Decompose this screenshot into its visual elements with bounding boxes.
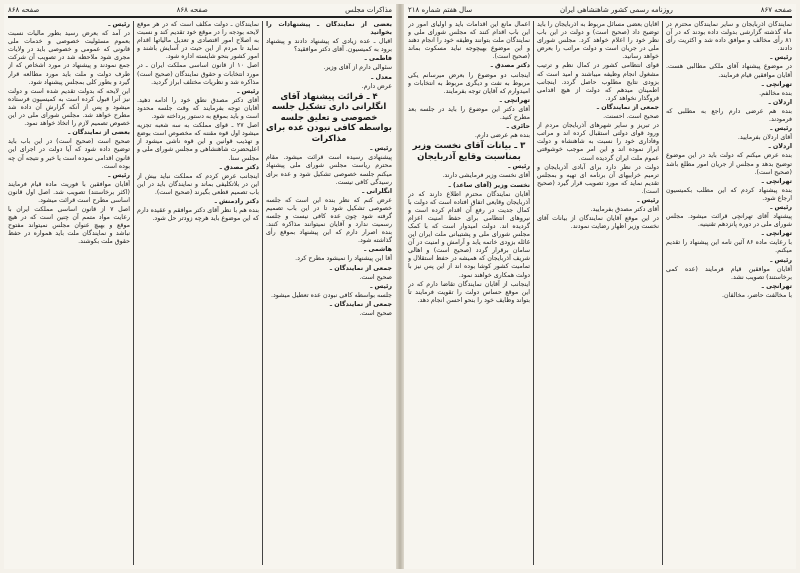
paragraph: آقایان موافقین قیام فرمایند (عده کمی برخاستند) تصویب نشد.	[666, 265, 792, 281]
right-page	[404, 4, 796, 569]
column-rule	[262, 21, 263, 565]
speaker-name: رئیس ـ	[108, 21, 130, 28]
left-header-center: صفحه ۸۶۸	[176, 6, 208, 14]
right-column-3	[408, 21, 530, 565]
paragraph: صحیح است (صحیح است) در این باب باید توضیح داده شود که آیا دولت در اجرای این قانون اقدامی نموده است یا خیر و نتیجه آن چه بوده است.	[8, 138, 130, 170]
paragraph: عرض دارم.	[361, 82, 392, 90]
paragraph: اینجانب عرض کردم که مملکت نباید بیش از این در بلاتکلیفی بماند و نمایندگان باید در این باب تصمیم قطعی بگیرند (صحیح است).	[137, 172, 259, 196]
left-header-left: صفحه ۸۶۸	[8, 6, 40, 14]
speaker-name: دکتر مصدق ـ	[219, 163, 259, 171]
right-header-center: روزنامه رسمی کشور شاهنشاهی ایران	[560, 6, 673, 14]
speaker-name: دکتر رادمنش ـ	[214, 197, 259, 205]
section-heading: ۳ ـ بیانات آقای نخست وزیر بمناسبت وقایع آذربایجان	[412, 141, 526, 162]
speaker-name: رئیس ـ	[370, 145, 392, 153]
paragraph: صحیح است. احسنت.	[603, 113, 659, 121]
paragraph: اینجانب دو موضوع را بعرض میرسانم یکی مربوط به نفت و دیگری مربوط به انتخابات و امیدوارم که آقایان توجه بفرمایند.	[408, 71, 530, 95]
paragraph: آقایان موافقین با فوریت ماده قیام فرمایند (اکثر برخاستند) تصویب شد. اصل اول قانون اساسی مطرح است قرائت میشود.	[8, 180, 130, 204]
speaker-name: رئیس ـ	[770, 125, 792, 133]
paragraph: سئوالی دارم از آقای وزیر.	[323, 64, 392, 72]
paragraph: نمایندگان آذربایجان و سایر نمایندگان محترم در ماه گذشته گزارشی بدولت داده بودند که در آن ۸۱ رأی مخالف و موافق داده شد و اکثریت رأی دادند.	[666, 21, 792, 53]
speaker-name: حائری ـ	[506, 123, 530, 131]
paragraph: با مخالفت حاضر، مخالفان.	[722, 291, 792, 299]
paragraph: آقای دکتر مصدق بفرمایید.	[590, 206, 659, 214]
paragraph: پیشنهاد آقای تهرانچی قرائت میشود. مجلس شورای ملی در دوره پانزدهم تقنینیه.	[666, 213, 792, 229]
speaker-name: هاشمی ـ	[364, 246, 392, 254]
newspaper-spread	[4, 4, 796, 569]
section-heading: ۴ ـ قرائت پیشنهاد آقای انگلرانی داری تشکیل جلسه خصوصی و تعلیق جلسه بواسطه کافی نبودن عده برای مذاکرات	[266, 91, 392, 144]
speaker-name: دکتر مصدق ـ	[490, 62, 530, 70]
paragraph: بنده پیشنهاد کردم که این مطلب بکمیسیون ارجاع شود.	[666, 186, 792, 202]
speaker-name: رئیس ـ	[770, 256, 792, 264]
paragraph: بنده مخالفم.	[759, 89, 792, 97]
speaker-name: رئیس ـ	[237, 87, 259, 95]
speaker-name: تهرانچی ـ	[499, 96, 530, 104]
left-page-header	[8, 4, 392, 18]
speaker-name: اردلان ـ	[768, 98, 792, 106]
speaker-name: فاطمی ـ	[364, 55, 392, 63]
paragraph: با رعایت ماده ۸۶ آئین نامه این پیشنهاد را تقدیم میکنم.	[666, 239, 792, 255]
paragraph: اعمال مانع این اقدامات باید و اولیای امور در این باب اقدام کنند که مجلس شورای ملی و نمایندگان ملت بتوانند وظیفه خود را انجام دهند و این موضوع بهیچوجه نباید مسکوت بماند (صحیح است).	[408, 21, 530, 61]
paragraph: این لایحه که بدولت تقدیم شده است و دولت نیز آنرا قبول کرده است به کمیسیون فرستاده میشود و پس از آنکه گزارش آن داده شد مطرح خواهد شد. مجلس شورای ملی در این خصوص تصمیم لازم را اتخاذ خواهد نمود.	[8, 87, 130, 128]
paragraph: بنده هم با نظر آقای دکتر موافقم و عقیده دارم که این موضوع باید هرچه زودتر حل شود.	[137, 207, 259, 223]
paragraph: اقبال ـ عده زیادی که پیشنهاد دادند و پیشنهاد برود به کمیسیون. آقای دکتر موافقید؟	[266, 38, 392, 54]
paragraph: قوای انتظامی کشور در کمال نظم و ترتیب مشغول انجام وظیفه میباشند و امید است که بزودی نتایج مطلوب حاصل گردد. اینجانب اطمینان میدهم که دولت از هیچ اقدامی فروگذار نخواهد کرد.	[537, 62, 659, 102]
column-rule	[662, 21, 663, 565]
left-column-3	[8, 21, 130, 565]
paragraph: جلسه بواسطه کافی نبودن عده تعطیل میشود.	[271, 291, 392, 299]
right-column-2	[537, 21, 659, 565]
speaker-name: تهرانچی ـ	[761, 80, 792, 88]
paragraph: صحیح است.	[359, 273, 392, 281]
speaker-name: انگلرانی ـ	[362, 187, 392, 195]
right-header-right: صفحه ۸۶۷	[760, 6, 792, 14]
paragraph: آقای اردلان بفرمایید.	[737, 134, 792, 142]
paragraph: صحیح است.	[359, 310, 392, 318]
speaker-name: معدل ـ	[371, 73, 392, 81]
paragraph: پیشنهادی رسیده است قرائت میشود. مقام محترم ریاست مجلس شورای ملی پیشنهاد میکنم جلسه خصوصی تشکیل شود و عده برای رسیدگی کافی نیست.	[266, 154, 392, 186]
paragraph: آقایان نمایندگان محترم اطلاع دارند که در آذربایجان وقایعی اتفاق افتاده است که دولت با کمال جدیت در رفع آن اقدام کرده است و نیروهای انتظامی برای حفظ امنیت اعزام گردیده اند. دولت امیدوار است که با کمک مجلس شورای ملی و پشتیبانی ملت ایران این غائله بزودی خاتمه یابد و آرامش و امنیت در آن سامان برقرار گردد (صحیح است) و اهالی شریف آذربایجان که همیشه در حفظ استقلال و تمامیت کشور کوشا بوده اند از این پس نیز با دولت همکاری خواهند نمود.	[408, 190, 530, 279]
speaker-name: جمعی از نمایندگان ـ	[329, 264, 392, 272]
speaker-name: رئیس ـ	[108, 171, 130, 179]
column-rule	[533, 21, 534, 565]
speaker-name: نخست وزیر (آقای ساعد) ـ	[448, 181, 530, 189]
left-column-1	[266, 21, 392, 565]
speaker-name: رئیس ـ	[637, 196, 659, 204]
paragraph: اینجانب از آقایان نمایندگان تقاضا دارم که در این موقع حساس دولت را تقویت فرمایند تا بتواند وظایف خود را بنحو احسن انجام دهد.	[408, 280, 530, 304]
paragraph: آقای دکتر این موضوع را باید در جلسه بعد مطرح کنید.	[408, 105, 530, 122]
left-column-2	[137, 21, 259, 565]
left-header-right: مذاکرات مجلس	[345, 6, 392, 14]
speaker-name: تهرانچی ـ	[761, 282, 792, 290]
right-header-left: سال هفتم شماره ۲۱۸	[408, 6, 473, 14]
speaker-name: رئیس ـ	[770, 203, 792, 211]
column-rule	[133, 21, 134, 565]
paragraph: در این موقع آقایان نمایندگان از بیانات آقای نخست وزیر اظهار رضایت نمودند.	[537, 215, 659, 231]
paragraph: بنده عرض میکنم که دولت باید در این موضوع توضیح بدهد و مجلس از جریان امور مطلع باشد (صحیح است).	[666, 152, 792, 176]
speaker-name: رئیس ـ	[770, 54, 792, 62]
paragraph: در تبریز و سایر شهرهای آذربایجان مردم از ورود قوای دولتی استقبال کرده اند و مراتب وفاداری خود را نسبت به شاهنشاه و دولت ابراز نموده اند و این امر موجب خوشوقتی عموم ملت ایران گردیده است.	[537, 122, 659, 162]
speaker-name: بعضی از نمایندگان ـ	[68, 129, 130, 137]
paragraph: آقا این پیشنهاد را نمیشود مطرح کرد.	[295, 255, 392, 263]
speaker-name: تهرانچی ـ	[761, 177, 792, 185]
speaker-name: تهرانچی ـ	[761, 230, 792, 238]
paragraph: در آمد که بعرض رسید بطور مالیات نسبت بعموم مسئولیت خصوصی و خدمات ملی قانونی که عمومی و خصوصی باید در ولایات مجری شود ملاحظه شد در تصویب آن شرکت جمع نمودند و پیشنهاد در مورد اشخاص که از طرف دولت و ملت باید مورد مطالعه قرار گیرد و بطور کلی بمجلس پیشنهاد شود.	[8, 30, 130, 86]
right-column-1	[666, 21, 792, 565]
speaker-name: اردلان ـ	[768, 143, 792, 151]
paragraph: اصل ۱۰ از قانون اساسی مملکت ایران ـ در مورد انتخابات و حقوق نمایندگان (صحیح است) مذاکره شد و نظریات مختلف ابراز گردید.	[137, 62, 259, 86]
paragraph: آقایان بعضی مسائل مربوط به آذربایجان را باید توضیح داد (صحیح است) و دولت در این باب نظر خود را اعلام خواهد کرد. مجلس شورای ملی در جریان است و دولت مراتب را بعرض خواهد رسانید.	[537, 21, 659, 61]
paragraph: نمایندگان ـ دولت مکلف است که در هر موقع لایحه بودجه را در موقع خود تقدیم کند و نسبت به اصلاح امور اقتصادی و تعدیل مالیاتها اقدام نماید تا مردم از این حیث در آسایش باشند و امور کشور بنحو شایسته اداره شود.	[137, 21, 259, 61]
paragraph: اصل ۷ از قانون اساسی مملکت ایران با رعایت مواد متمم آن چنین است که در هیچ موقع و بهیچ عنوان مجلس نمیتواند مفتوح نباشد و نمایندگان ملت باید همواره در حفظ حقوق ملت بکوشند.	[8, 206, 130, 246]
speaker-name: جمعی از نمایندگان ـ	[329, 300, 392, 308]
paragraph: بنده هم عرضی دارم.	[474, 132, 530, 140]
paragraph: بنده هم عرضی دارم راجع به مطلبی که فرمودند.	[666, 107, 792, 124]
paragraph: آقای نخست وزیر فرمایشی دارند.	[442, 172, 530, 180]
paragraph: عرض کنم که نظر بنده این است که جلسه خصوصی تشکیل شود تا در این باب تصمیم گرفته شود چون عده کافی نیست و جلسه رسمیت ندارد و آقایان نمیتوانند مذاکره کنند. بنده اصرار دارم که این پیشنهاد بموقع رأی گذاشته شود.	[266, 196, 392, 245]
right-page-header	[408, 4, 792, 18]
paragraph: در موضوع پیشنهاد آقای ملکی مطالبی هست. آقایان موافقین قیام فرمایند.	[666, 63, 792, 79]
speaker-name: جمعی از نمایندگان ـ	[596, 103, 659, 111]
left-page	[4, 4, 396, 569]
paragraph: آقای دکتر مصدق نطق خود را ادامه دهید. آقایان توجه بفرمایند که وقت جلسه محدود است و باید بموقع به دستور پرداخته شود.	[137, 96, 259, 121]
speaker-name: رئیس ـ	[508, 163, 530, 171]
speaker-name: رئیس ـ	[370, 282, 392, 290]
paragraph: اصل ۲۷ ـ قوای مملکت به سه شعبه تجزیه میشود اول قوه مقننه که مخصوص است بوضع و تهذیب قوانین و این قوه ناشی میشود از اعلیحضرت شاهنشاهی و مجلس شورای ملی و مجلس سنا.	[137, 122, 259, 162]
speaker-name: بعضی از نمایندگان ـ پیشنهادات را بخوانید	[266, 21, 392, 37]
paragraph: دولت در نظر دارد برای آبادی آذربایجان و ترمیم خرابیهای آن برنامه ای تهیه و بمجلس تقدیم نماید که مورد تصویب قرار گیرد (صحیح است).	[537, 163, 659, 195]
page-gutter	[396, 4, 404, 569]
